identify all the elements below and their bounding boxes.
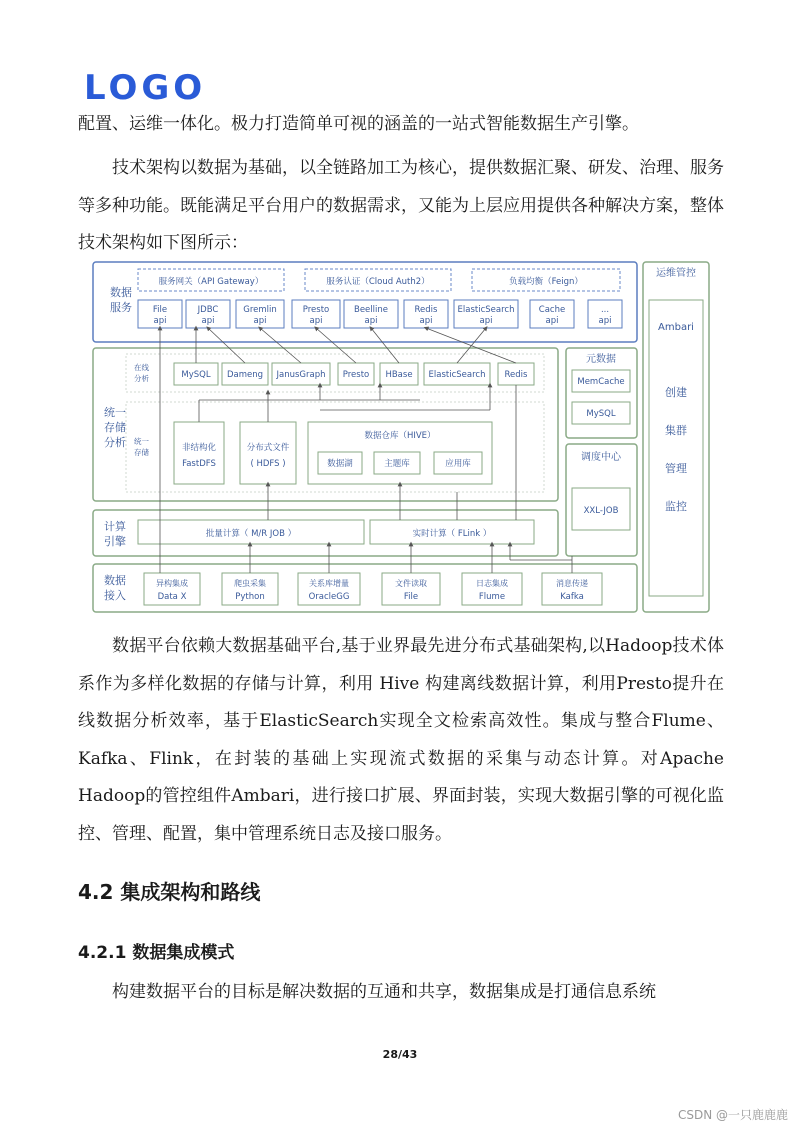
api-suffix: api xyxy=(545,316,559,326)
service-layer-box xyxy=(93,262,637,342)
warehouse-item-label: 应用库 xyxy=(445,459,471,469)
api-box-gremlin xyxy=(236,300,284,328)
ingest-item-label: 日志集成 xyxy=(476,579,508,588)
ingest-item-sub: Flume xyxy=(478,592,506,602)
api-box-redis xyxy=(404,300,448,328)
metadata-memcache-label: MemCache xyxy=(577,377,625,387)
service-layer-label-2: 服务 xyxy=(110,301,132,314)
online-item-label: Presto xyxy=(342,370,370,380)
api-name: Gremlin xyxy=(243,305,277,315)
compute-layer-label-2: 引擎 xyxy=(104,535,126,548)
api-suffix: api xyxy=(419,316,433,326)
service-layer-label-1: 数据 xyxy=(110,286,132,299)
unstructured-storage-box xyxy=(174,422,224,484)
architecture-diagram xyxy=(90,260,712,622)
section-heading: 4.2 集成架构和路线 xyxy=(78,880,261,904)
online-item-janusgraph xyxy=(272,363,330,385)
logo: LOGO xyxy=(84,68,207,108)
api-suffix: api xyxy=(253,316,267,326)
api-suffix: api xyxy=(153,316,167,326)
scheduler-title: 调度中心 xyxy=(581,452,621,463)
storage-layer-box xyxy=(93,348,558,501)
batch-compute-label: 批量计算（ M/R JOB ） xyxy=(205,529,297,539)
ingest-item-oraclegg xyxy=(298,573,360,605)
ingest-item-label: 爬虫采集 xyxy=(234,579,266,588)
api-box-file xyxy=(138,300,182,328)
ingest-layer-label-2: 接入 xyxy=(104,589,126,602)
ingest-item-label: 异构集成 xyxy=(156,579,188,588)
warehouse-item-label: 主题库 xyxy=(384,459,410,469)
unstructured-label: 非结构化 xyxy=(181,443,217,453)
unified-storage-label-1: 统一 xyxy=(134,437,149,446)
metadata-title: 元数据 xyxy=(586,354,616,365)
online-item-presto xyxy=(338,363,374,385)
scheduler-xxljob-label: XXL-JOB xyxy=(583,506,619,516)
api-suffix: api xyxy=(479,316,493,326)
api-box-jdbc xyxy=(186,300,230,328)
online-item-label: Dameng xyxy=(226,370,264,380)
api-name: Presto xyxy=(302,305,330,315)
api-box-cache xyxy=(530,300,574,328)
storage-layer-label-1: 统一 xyxy=(104,406,126,419)
realtime-compute-label: 实时计算（ FLink ） xyxy=(412,529,492,539)
online-item-label: Redis xyxy=(504,370,528,380)
online-label-2: 分析 xyxy=(134,374,149,383)
online-item-label: HBase xyxy=(385,370,413,380)
ops-control-box xyxy=(643,262,709,612)
ingest-item-label: 关系库增量 xyxy=(309,579,349,588)
ingest-item-sub: File xyxy=(403,592,419,602)
paragraph-intro: 配置、运维一体化。极力打造简单可视的涵盖的一站式智能数据生产引擎。 xyxy=(78,114,639,134)
auth-label: 服务认证（Cloud Auth2） xyxy=(326,277,430,287)
online-item-label: JanusGraph xyxy=(276,370,326,380)
api-name: Cache xyxy=(538,305,566,315)
paragraph-platform: 数据平台依赖大数据基础平台,基于业界最先进分布式基础架构,以Hadoop技术体系作为多样化数据的存储与计算，利用 Hive 构建离线数据计算，利用Presto提升在线数据分析效率，基于ElasticSearch实现全文检索高效性。集成与整合Flume、Kafka、Flink，在封装的基础上实现流式数据的采集与动态计算。对Apache Hadoop的管控组件Ambari，进行接口扩展、界面封装，实现大数据引擎的可视化监控、管理、配置，集中管理系统日志及接口服务。 xyxy=(78,636,724,844)
ops-function-cluster: 集群 xyxy=(665,424,687,437)
ingest-item-sub: Python xyxy=(235,592,265,602)
api-name: Beelline xyxy=(354,305,388,315)
online-item-label: MySQL xyxy=(181,370,211,380)
online-item-redis xyxy=(498,363,534,385)
warehouse-item-label: 数据湖 xyxy=(327,459,353,469)
watermark: CSDN @一只鹿鹿鹿 xyxy=(677,1108,788,1122)
api-suffix: api xyxy=(309,316,323,326)
paragraph-architecture: 技术架构以数据为基础，以全链路加工为核心，提供数据汇聚、研发、治理、服务等多种功能。既能满足平台用户的数据需求，又能为上层应用提供各种解决方案，整体技术架构如下图所示： xyxy=(78,158,724,254)
metadata-mysql-label: MySQL xyxy=(586,409,616,419)
api-name: JDBC xyxy=(197,305,219,315)
ingest-item-sub: Kafka xyxy=(560,592,584,602)
warehouse-box xyxy=(308,422,492,484)
online-item-elasticsearch xyxy=(424,363,490,385)
ingest-item-label: 消息传递 xyxy=(556,579,588,588)
unstructured-sub: FastDFS xyxy=(182,459,216,469)
online-label-1: 在线 xyxy=(134,363,149,372)
api-suffix: api xyxy=(364,316,378,326)
online-item-dameng xyxy=(222,363,268,385)
dfs-storage-box xyxy=(240,422,296,484)
ingest-item-flume xyxy=(462,573,522,605)
online-item-label: ElasticSearch xyxy=(428,370,486,380)
ingest-item-sub: Data X xyxy=(157,592,187,602)
compute-layer-label-1: 计算 xyxy=(104,520,126,533)
dfs-sub: ( HDFS ) xyxy=(250,459,286,469)
ingest-item-label: 文件读取 xyxy=(395,579,427,588)
unified-storage-label-2: 存储 xyxy=(134,448,149,457)
api-name: File xyxy=(152,305,168,315)
subsection-heading: 4.2.1 数据集成模式 xyxy=(78,943,235,963)
api-box-more xyxy=(588,300,622,328)
paragraph-integration: 构建数据平台的目标是解决数据的互通和共享，数据集成是打通信息系统 xyxy=(112,982,656,1002)
ingest-layer-label-1: 数据 xyxy=(104,574,126,587)
api-suffix: api xyxy=(201,316,215,326)
ingest-item-datax xyxy=(144,573,200,605)
api-suffix: api xyxy=(598,316,612,326)
storage-layer-label-3: 分析 xyxy=(104,436,126,449)
online-item-mysql xyxy=(174,363,218,385)
ops-control-title: 运维管控 xyxy=(656,268,696,279)
ingest-item-file xyxy=(382,573,440,605)
ops-function-create: 创建 xyxy=(665,386,687,399)
api-name: ElasticSearch xyxy=(457,305,515,315)
storage-layer-label-2: 存储 xyxy=(104,421,126,434)
ingest-item-kafka xyxy=(542,573,602,605)
ambari-box xyxy=(649,300,703,596)
api-name: Redis xyxy=(414,305,438,315)
balancer-label: 负载均衡（Feign） xyxy=(509,277,583,287)
ops-function-manage: 管理 xyxy=(665,462,687,475)
ingest-item-sub: OracleGG xyxy=(308,592,350,602)
api-box-beelline xyxy=(344,300,398,328)
api-box-presto xyxy=(292,300,340,328)
ingest-item-python xyxy=(222,573,278,605)
ops-function-monitor: 监控 xyxy=(665,500,687,513)
dfs-label: 分布式文件 xyxy=(246,443,290,453)
online-item-hbase xyxy=(380,363,418,385)
warehouse-label: 数据仓库（HIVE） xyxy=(364,431,436,441)
ambari-label: Ambari xyxy=(658,322,694,333)
gateway-label: 服务网关（API Gateway） xyxy=(158,277,264,287)
api-name: ... xyxy=(600,305,610,315)
page-number: 28/43 xyxy=(382,1048,418,1061)
api-box-elasticsearch xyxy=(454,300,518,328)
